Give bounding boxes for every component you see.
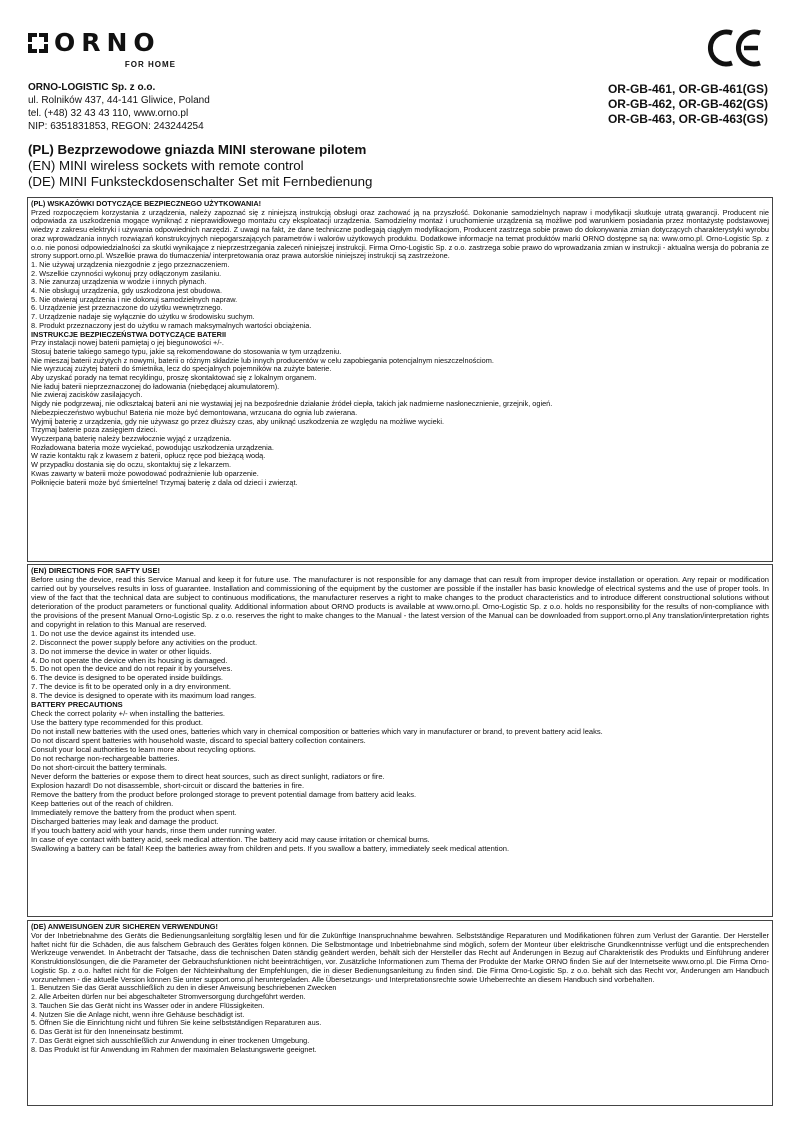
company-name: ORNO-LOGISTIC Sp. z o.o.: [28, 82, 156, 93]
list-item: 8. Produkt przeznaczony jest do użytku w ramach maksymalnych wartości obciążenia.: [31, 320, 312, 330]
section-intro: Vor der Inbetriebnahme des Geräts die Bedienungsanleitung sorgfältig lesen und für die Zukünftige Inanspruchnahme bewahren. Selbstständige Reparaturen und Modifikationen führen zum Verlust der Garantie. Der Hersteller haftet nicht für die Schäden, die aus falschem Gebrauch des Gerätes folgen können. Die Selbstmontage und Inbetriebnahme sind möglich, sofern der Monteur über elektrische Grundkenntnisse verfügt und die entsprechenden Werkzeuge verwendet. In Anbetracht der Tatsache, dass die technischen Daten ständig geändert werden, behält sich der Hersteller das Recht auf Änderungen in Bezug auf Charakteristik des Produkts und Einführung anderer Konstruktionslösungen, die die Parameter der Gebrauchsfunktionen nicht beeinträchtigen, vor. Zusätzliche Informationen zum Thema der Produkte der Marke ORNO finden Sie auf der Internetseite www.orno.pl. Die Firma Orno-Logistic Sp. z o.o. haftet nicht für die Folgen der Nichteinhaltung der Empfehlungen, die in dieser Bedienungsanleitung zu finden sind. Die Firma Orno-Logistic Sp. z o.o. behält sich das Recht vor, Änderungen am Handbuch vorzunehmen - die aktuelle Version können Sie unter support.orno.pl heruntergeladen. Alle Übersetzungs- und Interpretationsrechte sowie Urheberrechte an diesem Handbuch sind vorbehalten.: [31, 930, 769, 984]
company-address: ul. Rolników 437, 44-141 Gliwice, Poland: [28, 95, 210, 106]
list-item: Keep batteries out of the reach of children.: [31, 798, 174, 808]
list-item: Remove the battery from the product before prolonged storage to prevent potential damage from battery acid leaks.: [31, 789, 417, 799]
section-de: [27, 920, 773, 1106]
list-item: Rozładowana bateria może wyciekać, powodując uszkodzenia urządzenia.: [31, 442, 274, 452]
list-item: 1. Benutzen Sie das Gerät ausschließlich zu den in dieser Anweisung beschriebenen Zwecken: [31, 983, 337, 993]
list-item: Do not short-circuit the battery terminals.: [31, 762, 167, 772]
logo-wordmark: ORNO: [54, 28, 161, 57]
battery-heading: BATTERY PRECAUTIONS: [31, 700, 123, 710]
list-item: In case of eye contact with battery acid, seek medical attention. The battery acid may cause irritation or chemical burns.: [31, 834, 430, 844]
battery-heading: INSTRUKCJE BEZPIECZEŃSTWA DOTYCZĄCE BATERII: [31, 329, 227, 339]
list-item: 8. Das Produkt ist für Anwendung im Rahmen der maximalen Belastungswerte geeignet.: [31, 1044, 317, 1054]
list-item: Stosuj baterie takiego samego typu, jakie są rekomendowane do stosowania w tym urządzeniu.: [31, 346, 342, 356]
list-item: 5. Do not open the device and do not repair it by yourselves.: [31, 664, 233, 674]
section-intro: Przed rozpoczęciem korzystania z urządzenia, należy zapoznać się z niniejszą instrukcją obsługi oraz zachować ją na przyszłość. Dokonanie samodzielnych napraw i modyfikacji skutkuje utratą gwarancji. Producent nie odpowiada za uszkodzenia mogące wyniknąć z nieprawidłowego montażu czy eksploatacji urządzenia. Samodzielny montaż i uruchomienie urządzenia są możliwe pod warunkiem posiadania przez montażystę podstawowej wiedzy z zakresu elektryki i używania odpowiednich narzędzi. Z uwagi na fakt, że dane techniczne podlegają ciągłym modyfikacjom, Producent zastrzega sobie prawo do dokonywania zmian dotyczących charakterystyki wyrobu oraz wprowadzania innych rozwiązań konstrukcyjnych niepogarszających parametrów i walorów użytkowych produktu. Dodatkowe informacje na temat produktów marki ORNO dostępne są na: www.orno.pl. Orno-Logistic Sp. z o.o. nie ponosi odpowiedzialności za skutki wynikające z nieprzestrzegania zaleceń niniejszej instrukcji. Firma Orno-Logistic Sp. z o.o. zastrzega sobie prawo do wprowadzania zmian w instrukcji - aktualna wersja do pobrania ze strony support.orno.pl. Wszelkie prawa do tłumaczenia/ interpretowania oraz prawa autorskie niniejszej instrukcji są zastrzeżone.: [31, 207, 770, 261]
model-line: OR-GB-462, OR-GB-462(GS): [607, 97, 768, 111]
orno-logo: [28, 30, 180, 69]
rules-list: [31, 630, 769, 702]
list-item: 3. Nie zanurzaj urządzenia w wodzie i innych płynach.: [31, 277, 207, 287]
list-item: Consult your local authorities to learn more about recycling options.: [31, 745, 256, 755]
list-item: If you touch battery acid with your hands, rinse them under running water.: [31, 825, 277, 835]
company-contact: tel. (+48) 32 43 43 110, www.orno.pl: [28, 108, 189, 119]
list-item: 7. Urządzenie nadaje się wyłącznie do użytku w środowisku suchym.: [31, 312, 255, 322]
list-item: 1. Nie używaj urządzenia niezgodnie z jego przeznaczeniem.: [31, 259, 230, 269]
list-item: 6. The device is designed to be operated inside buildings.: [31, 673, 224, 683]
list-item: Do not discard spent batteries with household waste, discard to special battery collection containers.: [31, 736, 366, 746]
list-item: W przypadku dostania się do oczu, skontaktuj się z lekarzem.: [31, 460, 232, 470]
title-de: (DE) MINI Funksteckdosenschalter Set mit Fernbedienung: [28, 174, 373, 189]
list-item: 1. Do not use the device against its intended use.: [31, 628, 196, 638]
list-item: Wyjmij baterię z urządzenia, gdy nie używasz go przez dłuższy czas, aby uniknąć uszkodzenia ze względu na możliwe wycieki.: [31, 416, 444, 426]
list-item: Do not install new batteries with the used ones, batteries which vary in chemical composition or batteries which vary in manufacturer or brand, to prevent battery acid leaks.: [31, 727, 603, 737]
list-item: 7. Das Gerät eignet sich ausschließlich zur Anwendung in einer trockenen Umgebung.: [31, 1035, 310, 1045]
list-item: Wyczerpaną baterię należy bezzwłocznie wyjąć z urządzenia.: [31, 433, 232, 443]
list-item: Immediately remove the battery from the product when spent.: [31, 807, 237, 817]
model-line: OR-GB-463, OR-GB-463(GS): [607, 112, 768, 126]
list-item: Kwas zawarty w baterii może powodować podrażnienie lub oparzenie.: [31, 468, 259, 478]
list-item: 2. Disconnect the power supply before any activities on the product.: [31, 637, 258, 647]
list-item: 5. Öffnen Sie die Einrichtung nicht und führen Sie keine selbstständigen Reparaturen aus.: [31, 1018, 322, 1028]
list-item: Nie wyrzucaj zużytej baterii do śmietnika, lecz do specjalnych pojemników na zużyte baterie.: [31, 364, 332, 374]
title-en: (EN) MINI wireless sockets with remote control: [28, 158, 304, 173]
section-intro: Before using the device, read this Service Manual and keep it for future use. The manufacturer is not responsible for any damage that can result from improper device installation or operation. Any repair or modification carried out by yourselves results in loss of guarantee. Installation and commissioning of the equipment by the customer are possible if the installer has basic knowledge of electrical systems and the use of proper tools. In view of the fact that the technical data are subject to continuous modifications, the manufacturer reserves a right to make changes to the product characteristics and to introduce different constructional solutions without deterioration of the product parameters or functional quality. Additional information about ORNO products is available at www.orno.pl. Orno-Logistic Sp. z o.o. holds no responsibility for the results of non-compliance with the provisions of the present Manual Orno-Logistic Sp. z o.o. reserves the right to make changes to the Manual - the latest version of the Manual can be downloaded from support.orno.pl Any translation/interpretation rights and copyright in relation to this Manual are reserved.: [31, 574, 769, 629]
list-item: Połknięcie baterii może być śmiertelne! Trzymaj baterię z dala od dzieci i zwierząt.: [31, 477, 298, 487]
ce-mark-icon: [706, 28, 764, 68]
list-item: 8. The device is designed to operate with its maximum load ranges.: [31, 691, 257, 701]
battery-list: [31, 339, 769, 487]
logo-tagline: FOR HOME: [124, 60, 176, 69]
list-item: Use the battery type recommended for this product.: [31, 718, 203, 728]
battery-list: [31, 710, 769, 853]
list-item: Niebezpieczeństwo wybuchu! Bateria nie może być demontowana, wrzucana do ognia lub zwierana.: [31, 407, 358, 417]
list-item: 4. Nie obsługuj urządzenia, gdy uszkodzona jest obudowa.: [31, 286, 223, 296]
model-list: [608, 82, 768, 127]
orno-logo-mark-icon: [28, 33, 48, 53]
list-item: Nigdy nie podgrzewaj, nie odkształcaj baterii ani nie wystawiaj jej na bezpośrednie działanie źródeł ciepła, takich jak nadmierne nasłonecznienie, grzejnik, ogień.: [31, 399, 553, 409]
list-item: 3. Tauchen Sie das Gerät nicht ins Wasser oder in andere Flüssigkeiten.: [31, 1000, 265, 1010]
list-item: 5. Nie otwieraj urządzenia i nie dokonuj samodzielnych napraw.: [31, 294, 238, 304]
list-item: 2. Wszelkie czynności wykonuj przy odłączonym zasilaniu.: [31, 268, 222, 278]
product-titles: [28, 142, 372, 190]
list-item: Trzymaj baterie poza zasięgiem dzieci.: [31, 425, 158, 435]
list-item: Nie ładuj baterii nieprzeznaczonej do ładowania (niebędącej akumulatorem).: [31, 381, 280, 391]
list-item: W razie kontaktu rąk z kwasem z baterii, opłucz ręce pod bieżącą wodą.: [31, 451, 266, 461]
list-item: 3. Do not immerse the device in water or other liquids.: [31, 646, 212, 656]
list-item: Do not recharge non-rechargeable batteries.: [31, 754, 180, 764]
list-item: 6. Urządzenie jest przeznaczone do użytku wewnętrznego.: [31, 303, 223, 313]
title-pl: (PL) Bezprzewodowe gniazda MINI sterowane pilotem: [28, 142, 367, 157]
company-ids: NIP: 6351831853, REGON: 243244254: [28, 121, 204, 132]
list-item: 4. Nutzen Sie die Anlage nicht, wenn ihre Gehäuse beschädigt ist.: [31, 1009, 245, 1019]
list-item: Discharged batteries may leak and damage the product.: [31, 816, 219, 826]
list-item: 4. Do not operate the device when its housing is damaged.: [31, 655, 228, 665]
company-info: [28, 81, 210, 133]
model-line: OR-GB-461, OR-GB-461(GS): [607, 82, 768, 96]
section-pl: [27, 197, 773, 562]
list-item: Nie zwieraj zacisków zasilających.: [31, 390, 143, 400]
list-item: Explosion hazard! Do not disassemble, short-circuit or discard the batteries in fire.: [31, 780, 305, 790]
list-item: Check the correct polarity +/- when installing the batteries.: [31, 709, 226, 719]
list-item: 2. Alle Arbeiten dürfen nur bei abgeschalteter Stromversorgung durchgeführt werden.: [31, 992, 306, 1001]
section-heading: (EN) DIRECTIONS FOR SAFTY USE!: [31, 566, 161, 575]
section-heading: (DE) ANWEISUNGEN ZUR SICHEREN VERWENDUNG!: [31, 922, 218, 931]
list-item: Swallowing a battery can be fatal! Keep the batteries away from children and pets. If you swallow a battery, immediately seek medical attention.: [31, 843, 510, 853]
list-item: Nie mieszaj baterii zużytych z nowymi, baterii o różnym składzie lub innych producentów w celu zapobiegania potencjalnym nieszczelnościom.: [31, 355, 494, 365]
rules-list: [31, 261, 769, 331]
list-item: Przy instalacji nowej baterii pamiętaj o jej biegunowości +/-.: [31, 338, 224, 348]
list-item: 7. The device is fit to be operated only in a dry environment.: [31, 682, 231, 692]
list-item: Never deform the batteries or expose them to direct heat sources, such as direct sunlight, radiators or fire.: [31, 771, 385, 781]
section-heading: (PL) WSKAZÓWKI DOTYCZĄCE BEZPIECZNEGO UŻYTKOWANIA!: [31, 199, 262, 208]
section-en: [27, 564, 773, 917]
rules-list: [31, 984, 769, 1054]
list-item: 6. Das Gerät ist für den Inneneinsatz bestimmt.: [31, 1027, 184, 1036]
list-item: Aby uzyskać porady na temat recyklingu, proszę skontaktować się z lokalnym organem.: [31, 373, 317, 383]
